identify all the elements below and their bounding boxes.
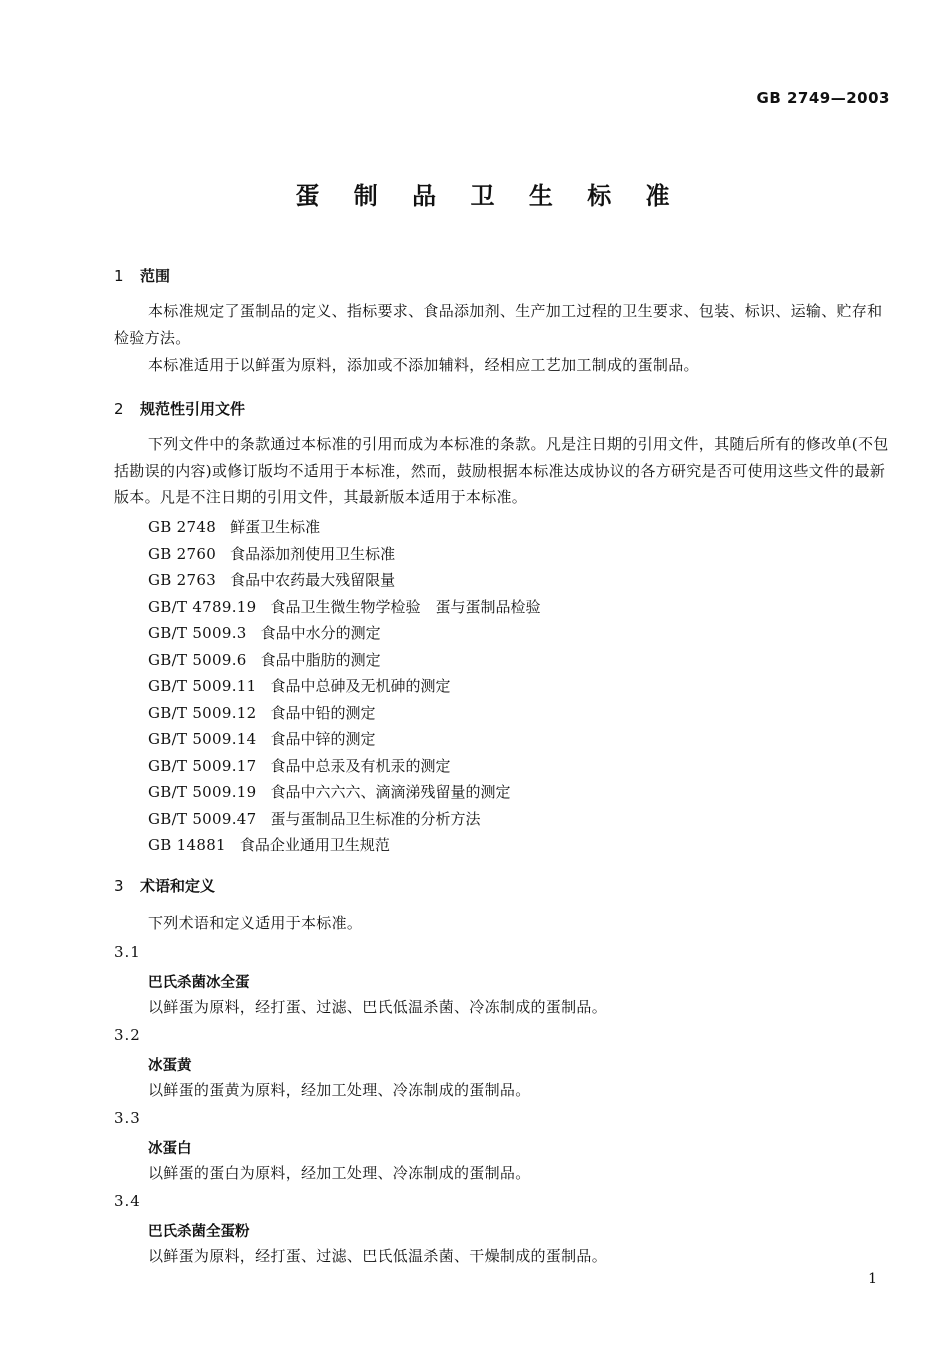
reference-item: [148, 806, 540, 833]
reference-title: 食品中水分的测定: [260, 624, 381, 642]
reference-item: [148, 726, 540, 753]
reference-item: [148, 647, 540, 674]
term-name: 冰蛋白: [148, 1141, 192, 1157]
section-title: 术语和定义: [140, 877, 216, 895]
section-3-paragraph: 下列术语和定义适用于本标准。: [148, 914, 363, 932]
section-title: 规范性引用文件: [140, 400, 246, 418]
term-definition: 以鲜蛋的蛋黄为原料，经加工处理、冷冻制成的蛋制品。: [148, 1081, 531, 1099]
reference-item: [148, 753, 540, 780]
term-number: 3.4: [114, 1192, 141, 1210]
page-number: 1: [868, 1271, 877, 1287]
reference-title: 食品中总汞及有机汞的测定: [270, 756, 451, 775]
reference-title: 食品企业通用卫生规范: [239, 836, 390, 854]
normative-reference-list: [148, 514, 540, 859]
reference-item: [148, 594, 540, 621]
term-name: 巴氏杀菌冰全蛋: [148, 975, 250, 991]
reference-code: GB/T 4789.19: [148, 597, 257, 616]
reference-title: 食品中铅的测定: [270, 703, 376, 722]
section-1-heading: [114, 265, 170, 286]
document-title: 蛋 制 品 卫 生 标 准: [295, 182, 683, 210]
reference-item: [148, 514, 540, 541]
term-name: 冰蛋黄: [148, 1058, 192, 1074]
term-definition: 以鲜蛋为原料，经打蛋、过滤、巴氏低温杀菌、干燥制成的蛋制品。: [148, 1247, 608, 1265]
reference-title: 食品中脂肪的测定: [260, 650, 381, 669]
section-number: 1: [114, 267, 124, 285]
reference-item: [148, 541, 540, 568]
reference-code: GB/T 5009.17: [148, 756, 257, 775]
reference-code: GB 14881: [148, 836, 226, 854]
term-definition: 以鲜蛋的蛋白为原料，经加工处理、冷冻制成的蛋制品。: [148, 1164, 531, 1182]
reference-code: GB 2760: [148, 544, 217, 563]
reference-code: GB/T 5009.14: [148, 730, 257, 748]
reference-code: GB 2748: [148, 518, 217, 536]
section-title: 范围: [140, 267, 171, 285]
section-2-paragraph: 下列文件中的条款通过本标准的引用而成为本标准的条款。凡是注日期的引用文件，其随后所有的修改单(不包括勘误的内容)或修订版均不适用于本标准，然而，鼓励根据本标准达成协议的各方研究是否可使用这些文件的最新版本。凡是不注日期的引用文件，其最新版本适用于本标准。: [114, 435, 889, 506]
reference-title: 蛋与蛋制品卫生标准的分析方法: [270, 809, 481, 828]
term-definition: 以鲜蛋为原料，经打蛋、过滤、巴氏低温杀菌、冷冻制成的蛋制品。: [148, 998, 608, 1016]
section-number: 3: [114, 877, 124, 895]
reference-title: 食品中总砷及无机砷的测定: [270, 677, 451, 695]
standard-code: GB 2749—2003: [756, 89, 890, 107]
reference-title: 食品中锌的测定: [270, 730, 376, 748]
reference-item: [148, 567, 540, 594]
reference-item: [148, 620, 540, 647]
reference-code: GB/T 5009.6: [148, 650, 247, 669]
reference-code: GB 2763: [148, 571, 217, 589]
reference-title: 食品中六六六、滴滴涕残留量的测定: [270, 783, 511, 801]
reference-code: GB/T 5009.11: [148, 677, 257, 695]
reference-code: GB/T 5009.12: [148, 703, 257, 722]
reference-code: GB/T 5009.19: [148, 783, 257, 801]
reference-item: [148, 673, 540, 700]
reference-code: GB/T 5009.47: [148, 809, 257, 828]
reference-item: [148, 832, 540, 859]
term-number: 3.1: [114, 943, 141, 961]
section-1-paragraph-2: 本标准适用于以鲜蛋为原料，添加或不添加辅料，经相应工艺加工制成的蛋制品。: [148, 356, 699, 374]
term-name: 巴氏杀菌全蛋粉: [148, 1224, 250, 1240]
term-number: 3.3: [114, 1109, 141, 1127]
reference-code: GB/T 5009.3: [148, 624, 247, 642]
reference-item: [148, 700, 540, 727]
reference-title: 食品添加剂使用卫生标准: [230, 544, 396, 563]
term-number: 3.2: [114, 1026, 141, 1044]
section-2-heading: [114, 398, 245, 419]
section-1-paragraph-1: 本标准规定了蛋制品的定义、指标要求、食品添加剂、生产加工过程的卫生要求、包装、标识、运输、贮存和检验方法。: [114, 302, 883, 347]
reference-item: [148, 779, 540, 806]
section-3-heading: [114, 875, 215, 896]
reference-title: 食品卫生微生物学检验 蛋与蛋制品检验: [270, 597, 541, 616]
reference-title: 鲜蛋卫生标准: [230, 518, 321, 536]
reference-title: 食品中农药最大残留限量: [230, 571, 396, 589]
section-number: 2: [114, 400, 124, 418]
